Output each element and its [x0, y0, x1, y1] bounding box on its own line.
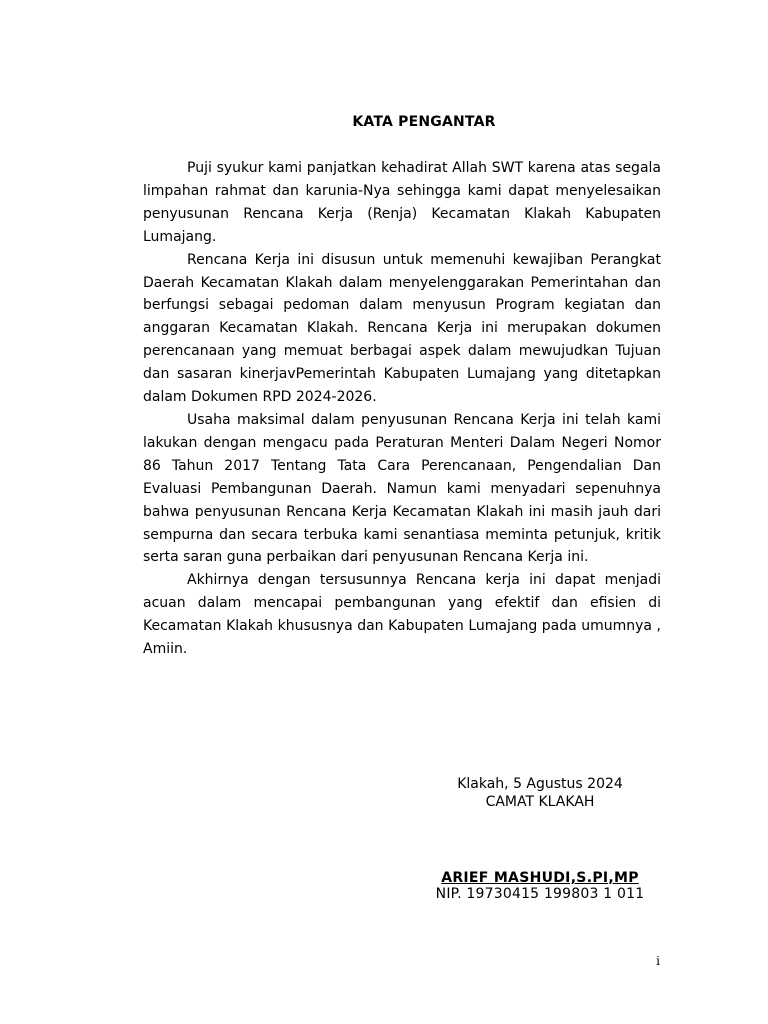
- signature-place-date: Klakah, 5 Agustus 2024: [457, 776, 623, 792]
- paragraph-1: Puji syukur kami panjatkan kehadirat Allah SWT karena atas segala limpahan rahmat dan karunia-Nya sehingga kami dapat menyelesaikan penyusunan Rencana Kerja (Renja) Kecamatan Klakah Kabupaten Lumajang.: [143, 160, 661, 245]
- paragraph-2: Rencana Kerja ini disusun untuk memenuhi kewajiban Perangkat Daerah Kecamatan Klakah dalam menyelenggarakan Pemerintahan dan berfungsi sebagai pedoman dalam menyusun Program kegiatan dan anggaran Kecamatan Klakah. Rencana Kerja ini merupakan dokumen perencanaan yang memuat berbagai aspek dalam mewujudkan Tujuan dan sasaran kinerjavPemerintah Kabupaten Lumajang yang ditetapkan dalam Dokumen RPD 2024-2026.: [143, 251, 661, 406]
- page-number: i: [656, 954, 660, 968]
- paragraph-3: Usaha maksimal dalam penyusunan Rencana Kerja ini telah kami lakukan dengan mengacu pada Peraturan Menteri Dalam Negeri Nomor 86 Tahun 2017 Tentang Tata Cara Perencanaan, Pengendalian Dan Evaluasi Pembangunan Daerah. Namun kami menyadari sepenuhnya bahwa penyusunan Rencana Kerja Kecamatan Klakah ini masih jauh dari sempurna dan secara terbuka kami senantiasa meminta petunjuk, kritik serta saran guna perbaikan dari penyusunan Rencana Kerja ini.: [143, 411, 661, 566]
- body-text: [143, 157, 661, 661]
- signature-name: ARIEF MASHUDI,S.PI,MP: [441, 870, 639, 886]
- signature-position: CAMAT KLAKAH: [485, 794, 595, 810]
- signature-nip: NIP. 19730415 199803 1 011: [435, 886, 645, 902]
- page-title: KATA PENGANTAR: [352, 114, 496, 130]
- paragraph-4: Akhirnya dengan tersusunnya Rencana kerja ini dapat menjadi acuan dalam mencapai pembangunan yang efektif dan efisien di Kecamatan Klakah khususnya dan Kabupaten Lumajang pada umumnya , Amiin.: [143, 572, 661, 658]
